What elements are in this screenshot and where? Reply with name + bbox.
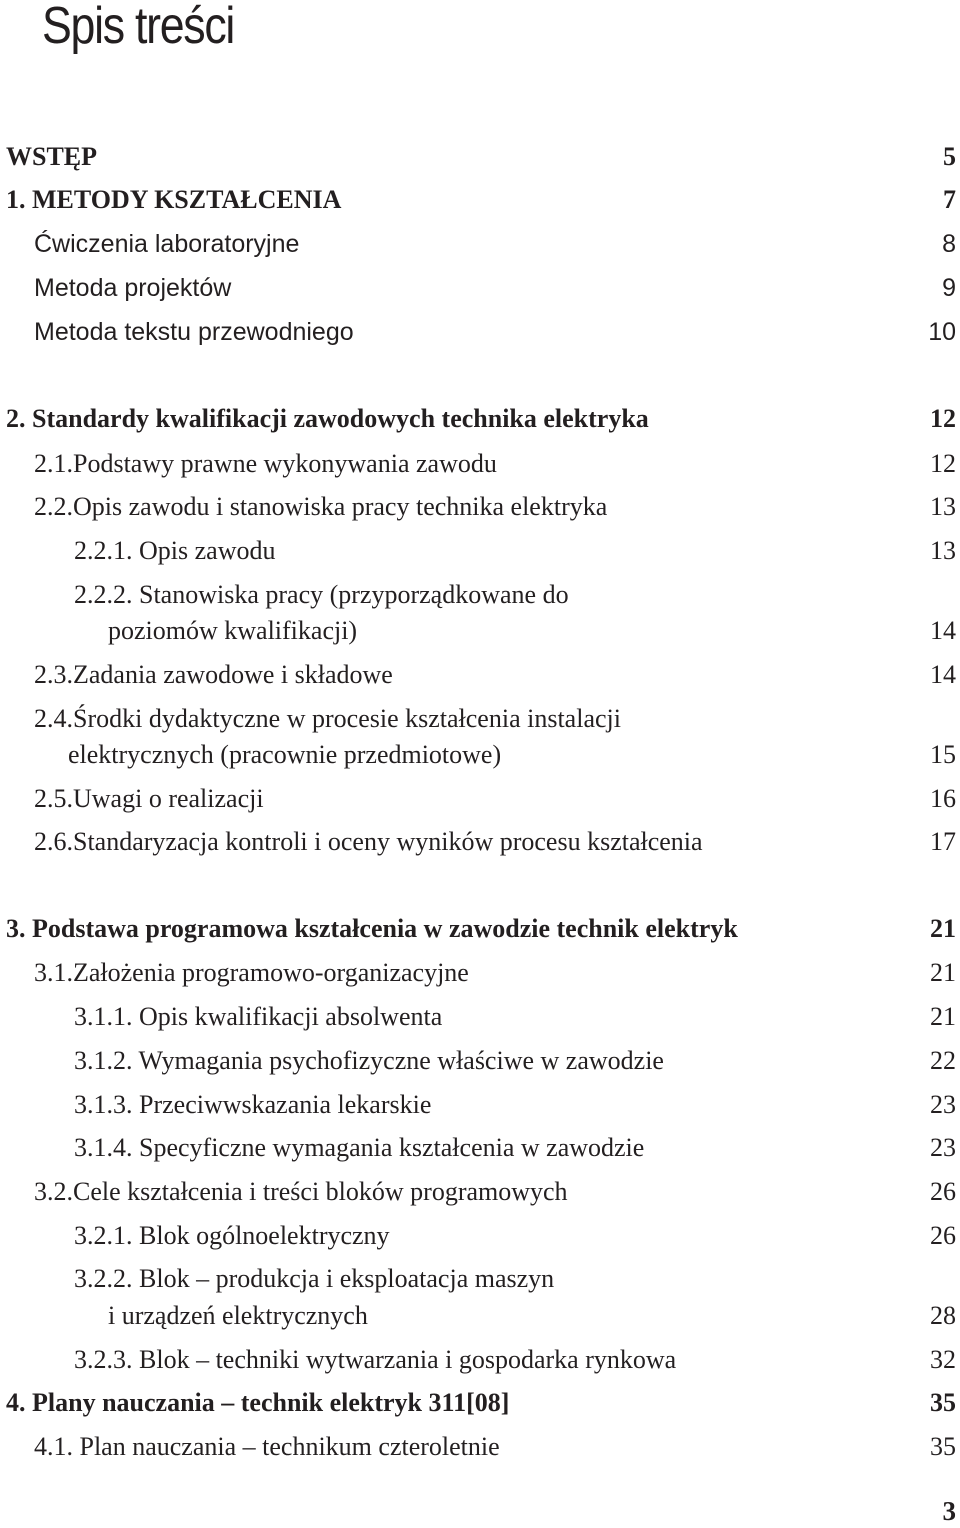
toc-entry-title: elektrycznych (pracownie przedmiotowe) [68,740,502,769]
toc-entry-page: 15 [930,740,956,769]
toc-entry-title: 3.1.4. Specyficzne wymagania kształcenia w zawodzie [74,1133,645,1162]
toc-entry-page: 12 [930,449,956,478]
toc-entry-page: 13 [930,492,956,521]
toc-entry-page: 23 [930,1133,956,1162]
toc-entry-title: 2.2.1. Opis zawodu [74,536,276,565]
toc-entry-page: 7 [943,185,956,214]
toc-entry-page: 26 [930,1177,956,1206]
toc-entry-page: 21 [930,1002,956,1031]
toc-entry-title: 4. Plany nauczania – technik elektryk 311[08] [6,1388,510,1417]
toc-entry-title: 3.2.1. Blok ogólnoelektryczny [74,1221,390,1250]
toc-entry-page: 23 [930,1090,956,1119]
toc-entry-title: 3.1.Założenia programowo-organizacyjne [34,958,469,987]
toc-entry-page: 9 [942,274,956,302]
toc-entry-title: 3.2.2. Blok – produkcja i eksploatacja maszyn [74,1264,555,1293]
toc-entry-page: 10 [928,318,956,346]
toc-entry-page: 28 [930,1301,956,1330]
toc-entry-page: 26 [930,1221,956,1250]
toc-entry-title: 2. Standardy kwalifikacji zawodowych technika elektryka [6,404,649,433]
toc-entry-page: 35 [930,1388,956,1417]
toc-entry-page: 17 [930,827,956,856]
toc-entry-page: 16 [930,784,956,813]
toc-entry-page: 8 [942,230,956,258]
toc-entry-title: 1. METODY KSZTAŁCENIA [6,185,342,214]
toc-entry-title: 2.2.Opis zawodu i stanowiska pracy technika elektryka [34,492,608,521]
toc-entry-title: 2.3.Zadania zawodowe i składowe [34,660,393,689]
page-title: Spis treści [42,0,235,55]
toc-entry-title: 2.2.2. Stanowiska pracy (przyporządkowane do [74,580,569,609]
toc-entry-page: 22 [930,1046,956,1075]
toc-entry-page: 5 [943,142,956,171]
toc-entry-title: Ćwiczenia laboratoryjne [34,230,300,258]
toc-entry-title: 3. Podstawa programowa kształcenia w zawodzie technik elektryk [6,914,738,943]
toc-entry-page: 32 [930,1345,956,1374]
toc-entry-page: 13 [930,536,956,565]
toc-entry-title: 3.2.Cele kształcenia i treści bloków programowych [34,1177,568,1206]
toc-entry-title: 3.1.1. Opis kwalifikacji absolwenta [74,1002,443,1031]
toc-entry-page: 14 [930,616,956,645]
toc-entry-title: Metoda tekstu przewodniego [34,318,354,346]
toc-entry-title: 2.6.Standaryzacja kontroli i oceny wyników procesu kształcenia [34,827,703,856]
toc-entry-page: 14 [930,660,956,689]
toc-entry-title: poziomów kwalifikacji) [108,616,358,645]
toc-entry-title: 2.4.Środki dydaktyczne w procesie kształcenia instalacji [34,704,621,733]
toc-entry-title: 2.1.Podstawy prawne wykonywania zawodu [34,449,497,478]
toc-entry-title: i urządzeń elektrycznych [108,1301,368,1330]
toc-entry-title: Metoda projektów [34,274,232,302]
toc-entry-title: 3.2.3. Blok – techniki wytwarzania i gospodarka rynkowa [74,1345,677,1374]
toc-entry-title: WSTĘP [6,142,98,171]
toc-entry-page: 21 [930,914,956,943]
toc-entry-title: 3.1.2. Wymagania psychofizyczne właściwe w zawodzie [74,1046,664,1075]
toc-entry-title: 2.5.Uwagi o realizacji [34,784,264,813]
toc-entry-title: 3.1.3. Przeciwwskazania lekarskie [74,1090,432,1119]
toc-entry-title: 4.1. Plan nauczania – technikum czteroletnie [34,1432,500,1461]
toc-entry-page: 35 [930,1432,956,1461]
toc-entry-page: 12 [930,404,956,433]
toc-entry-page: 21 [930,958,956,987]
page-number: 3 [942,1496,956,1526]
